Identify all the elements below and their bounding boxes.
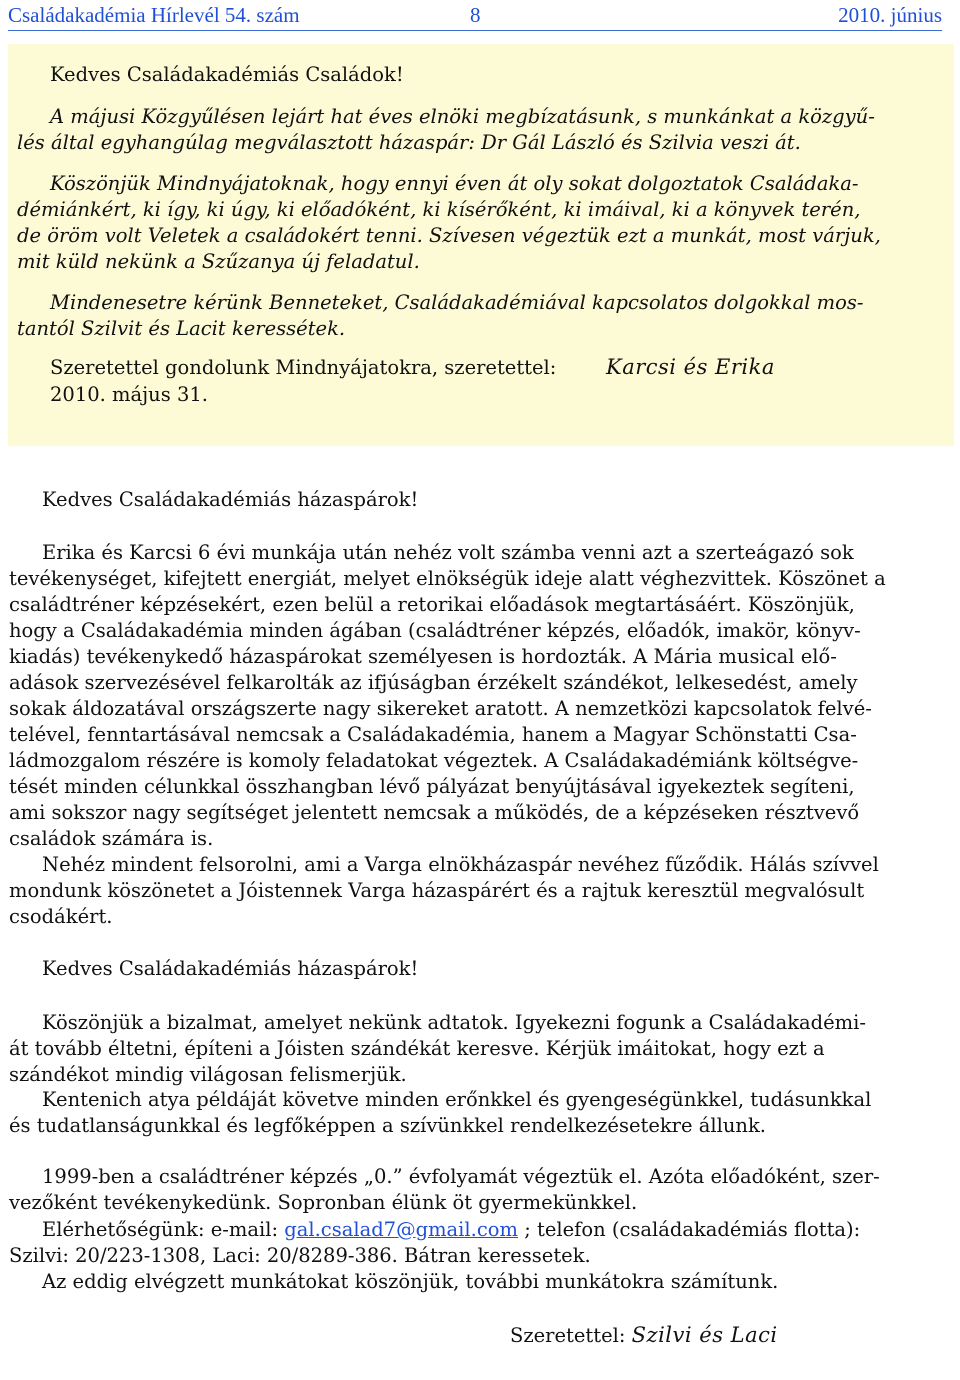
farewell-greeting: Kedves Családakadémiás Családok!	[50, 63, 404, 86]
thanks-paragraph-line: de öröm volt Veletek a családokért tenni. Szívesen végeztük ezt a munkát, most várjuk,	[17, 224, 881, 247]
section2-paragraph-line: mondunk köszönetet a Jóistennek Varga házaspárért és a rajtuk keresztül megvalósult	[9, 879, 865, 902]
section2-greeting: Kedves Családakadémiás házaspárok!	[42, 488, 419, 511]
section2-paragraph-line: adások szervezésével felkarolták az ifjúságban érzékelt szándékot, lelkesedést, amely	[9, 671, 858, 694]
farewell-box	[8, 44, 954, 446]
section3-paragraph-line: Köszönjük a bizalmat, amelyet nekünk adtatok. Igyekezni fogunk a Családakadémi-	[42, 1011, 866, 1034]
section3-paragraph-line: Kentenich atya példáját követve minden erőnkkel és gyengeségünkkel, tudásunkkal	[42, 1088, 872, 1111]
contact-line	[42, 1217, 860, 1243]
page-header	[8, 0, 942, 31]
section2-paragraph-line: ládmozgalom részére is komoly feladatokat végeztek. A Családakadémiánk költségve-	[9, 749, 859, 772]
phones-line: Szilvi: 20/223-1308, Laci: 20/8289-386. Bátran keressetek.	[9, 1244, 591, 1267]
section3-paragraph-line: vezőként tevékenykedünk. Sopronban élünk öt gyermekünkkel.	[9, 1191, 638, 1214]
thanks-paragraph-line: Köszönjük Mindnyájatoknak, hogy ennyi éven át oly sokat dolgoztatok Családaka-	[50, 172, 859, 195]
farewell-closing: Szeretettel gondolunk Mindnyájatokra, szeretettel:	[50, 356, 557, 379]
section2-paragraph-line: tését minden célunkkal összhangban lévő pályázat benyújtásával igyekeztek segíteni,	[9, 775, 855, 798]
email-link[interactable]: gal.csalad7@gmail.com	[284, 1218, 519, 1241]
section3-paragraph-line: át tovább éltetni, építeni a Jóisten szándékát keresve. Kérjük imáitokat, hogy ezt a	[9, 1037, 825, 1060]
contact-prefix: Elérhetőségünk: e-mail:	[42, 1218, 285, 1241]
newsletter-title: Családakadémia Hírlevél 54. szám	[8, 3, 300, 27]
section2-paragraph-line: hogy a Családakadémia minden ágában (családtréner képzés, előadók, imakör, könyv-	[9, 619, 861, 642]
thanks-paragraph-line: mit küld nekünk a Szűzanya új feladatul.	[17, 250, 420, 273]
signature-karcsi-erika: Karcsi és Erika	[606, 355, 775, 379]
issue-date: 2010. június	[838, 3, 942, 27]
section2-paragraph-line: ami sokszor nagy segítséget jelentett nemcsak a működés, de a képzéseken résztvevő	[9, 801, 860, 824]
final-closing-label: Szeretettel:	[510, 1324, 632, 1347]
farewell-paragraph-line: A májusi Közgyűlésen lejárt hat éves elnöki megbízatásunk, s munkánkat a közgyű-	[50, 105, 875, 128]
section2-paragraph-line: telével, fenntartásával nemcsak a Családakadémia, hanem a Magyar Schönstatti Csa-	[9, 723, 857, 746]
section2-paragraph-line: sokak áldozatával országszerte nagy sikereket aratott. A nemzetközi kapcsolatok felvé-	[9, 697, 872, 720]
thanks-paragraph-line: démiánkért, ki így, ki úgy, ki előadóként, ki kísérőként, ki imáival, ki a könyvek terén,	[17, 198, 861, 221]
contact-suffix: ; telefon (családakadémiás flotta):	[518, 1218, 861, 1241]
signature-szilvi-laci: Szilvi és Laci	[631, 1323, 778, 1347]
farewell-date: 2010. május 31.	[50, 383, 208, 406]
section2-paragraph-line: kiadás) tevékenykedő házaspárokat személyesen is hordozták. A Mária musical elő-	[9, 645, 837, 668]
section2-paragraph-line: csodákért.	[9, 905, 113, 928]
section2-paragraph-line: családok számára is.	[9, 827, 214, 850]
thanks-line: Az eddig elvégzett munkátokat köszönjük, további munkátokra számítunk.	[42, 1270, 779, 1293]
final-closing	[510, 1322, 778, 1349]
section3-greeting: Kedves Családakadémiás házaspárok!	[42, 957, 419, 980]
section2-paragraph-line: tevékenységet, kifejtett energiát, melyet elnökségük ideje alatt véghezvittek. Köszönet a	[9, 567, 886, 590]
section2-paragraph-line: Nehéz mindent felsorolni, ami a Varga elnökházaspár nevéhez fűződik. Hálás szívvel	[42, 853, 879, 876]
section3-paragraph-line: szándékot mindig világosan felismerjük.	[9, 1063, 407, 1086]
contact-paragraph-line: Mindenesetre kérünk Benneteket, Családakadémiával kapcsolatos dolgokkal mos-	[50, 291, 864, 314]
farewell-paragraph-line: lés által egyhangúlag megválasztott házaspár: Dr Gál László és Szilvia veszi át.	[17, 131, 801, 154]
section2-paragraph-line: családtréner képzésekért, ezen belül a retorikai előadások megtartásáért. Köszönjük,	[9, 593, 855, 616]
section2-paragraph-line: Erika és Karcsi 6 évi munkája után nehéz volt számba venni azt a szerteágazó sok	[42, 541, 854, 564]
section3-paragraph-line: és tudatlanságunkkal és legfőképpen a szívünkkel rendelkezésetekre állunk.	[9, 1114, 766, 1137]
section3-paragraph-line: 1999-ben a családtréner képzés „0.” évfolyamát végeztük el. Azóta előadóként, szer-	[42, 1165, 880, 1188]
contact-paragraph-line: tantól Szilvit és Lacit keressétek.	[17, 317, 346, 340]
page-number: 8	[470, 3, 481, 27]
